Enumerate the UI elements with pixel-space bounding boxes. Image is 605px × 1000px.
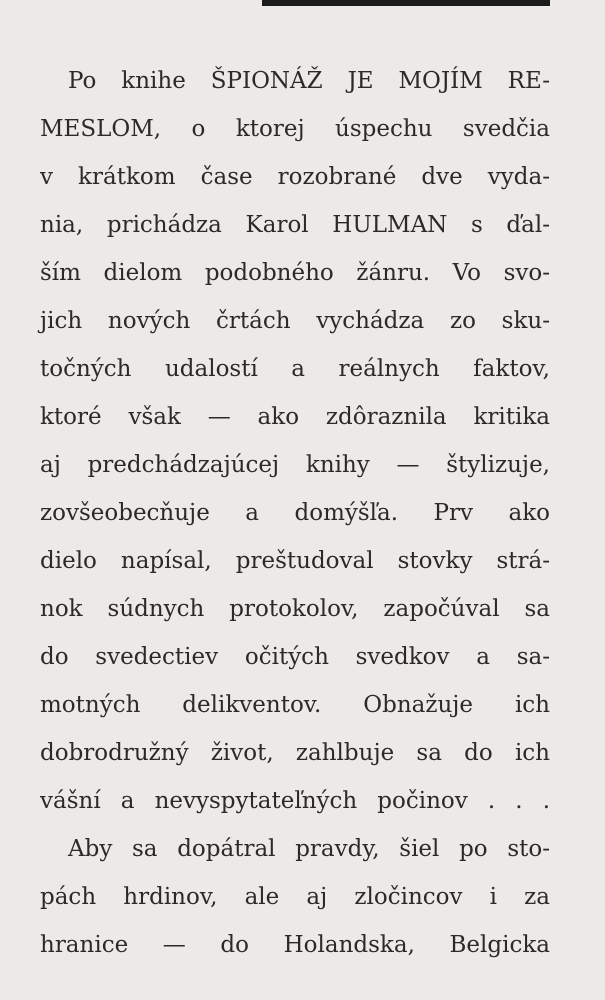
text-line: nok súdnych protokolov, započúval sa xyxy=(40,596,550,622)
text-line: Po knihe ŠPIONÁŽ JE MOJÍM RE- xyxy=(68,68,550,94)
text-line: nia, prichádza Karol HULMAN s ďal- xyxy=(40,212,550,238)
body-text xyxy=(40,57,550,969)
text-line: dobrodružný život, zahlbuje sa do ich xyxy=(40,740,550,766)
text-line: hranice — do Holandska, Belgicka xyxy=(40,932,550,958)
text-line: motných delikventov. Obnažuje ich xyxy=(40,692,550,718)
text-line: pách hrdinov, ale aj zločincov i za xyxy=(40,884,550,910)
text-line: dielo napísal, preštudoval stovky strá- xyxy=(40,548,550,574)
paragraph-2 xyxy=(40,825,550,969)
text-line: MESLOM, o ktorej úspechu svedčia xyxy=(40,116,550,142)
text-line: ktoré však — ako zdôraznila kritika xyxy=(40,404,550,430)
text-line: vášní a nevyspytateľných počinov . . . xyxy=(40,788,550,814)
text-line: točných udalostí a reálnych faktov, xyxy=(40,356,550,382)
text-line: Aby sa dopátral pravdy, šiel po sto- xyxy=(68,836,550,862)
text-line: zovšeobecňuje a domýšľa. Prv ako xyxy=(40,500,550,526)
text-line: jich nových črtách vychádza zo sku- xyxy=(40,308,550,334)
text-line: v krátkom čase rozobrané dve vyda- xyxy=(40,164,550,190)
text-line: do svedectiev očitých svedkov a sa- xyxy=(40,644,550,670)
top-edge-band xyxy=(262,0,550,6)
text-line: aj predchádzajúcej knihy — štylizuje, xyxy=(40,452,550,478)
paragraph-1 xyxy=(40,57,550,825)
text-line: ším dielom podobného žánru. Vo svo- xyxy=(40,260,550,286)
